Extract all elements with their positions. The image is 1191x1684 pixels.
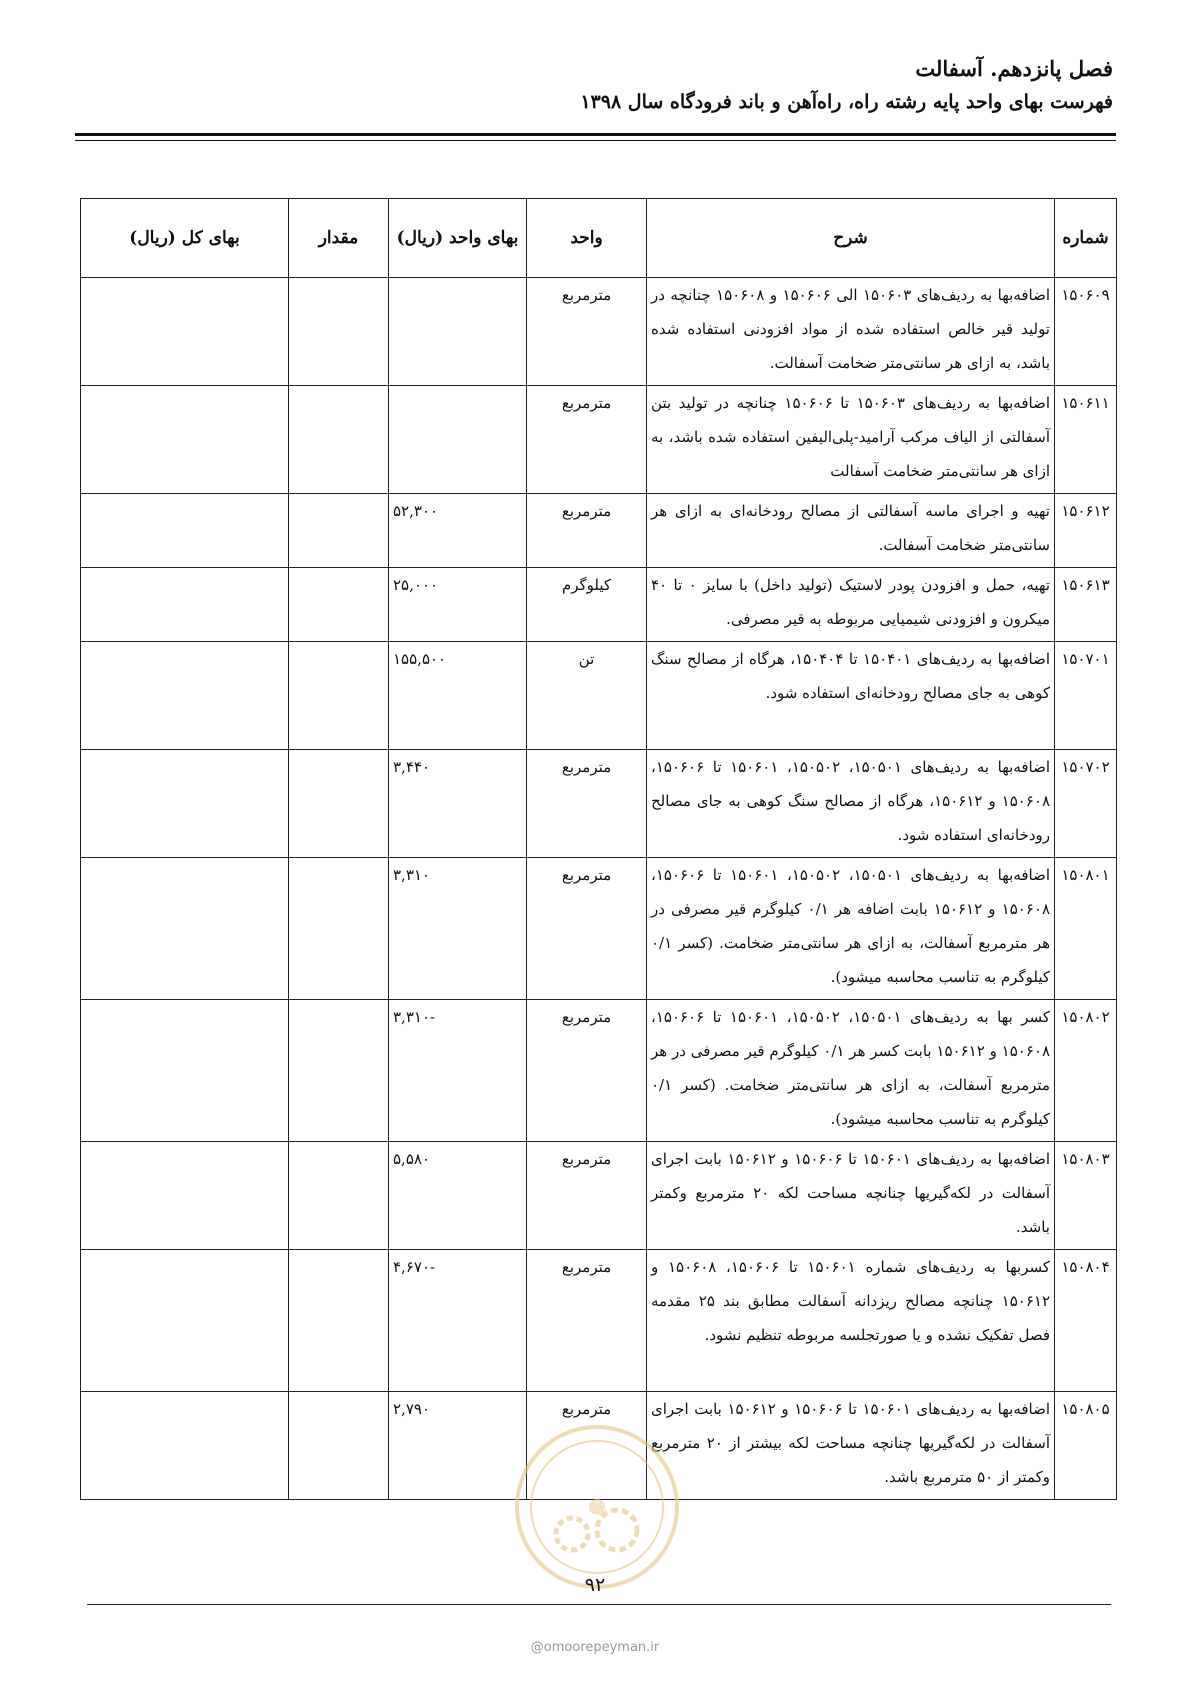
- row-total-price: [81, 858, 289, 1000]
- row-number: ۱۵۰۶۰۹: [1055, 278, 1117, 386]
- row-total-price: [81, 386, 289, 494]
- chapter-title: فصل پانزدهم. آسفالت: [915, 56, 1113, 81]
- row-number: ۱۵۰۸۰۴: [1055, 1250, 1117, 1392]
- row-unit: مترمربع: [527, 386, 647, 494]
- header-number: شماره: [1055, 199, 1117, 278]
- table-row: [81, 750, 1117, 858]
- row-unit: مترمربع: [527, 858, 647, 1000]
- row-number: ۱۵۰۷۰۲: [1055, 750, 1117, 858]
- row-unit-price: ۱۵۵,۵۰۰: [389, 642, 527, 750]
- row-unit-price: ۵۲,۳۰۰: [389, 494, 527, 568]
- row-total-price: [81, 750, 289, 858]
- row-unit-price: ۲,۷۹۰: [389, 1392, 527, 1500]
- row-unit: مترمربع: [527, 1250, 647, 1392]
- row-total-price: [81, 1392, 289, 1500]
- row-quantity: [289, 1142, 389, 1250]
- row-number: ۱۵۰۶۱۳: [1055, 568, 1117, 642]
- row-description: اضافه‌بها به ردیف‌های ۱۵۰۶۰۳ الی ۱۵۰۶۰۶ و ۱۵۰۶۰۸ چنانچه در تولید قیر خالص استفاده شده از مواد افزودنی استفاده شده باشد، به ازای هر سانتی‌متر ضخامت آسفالت.: [647, 278, 1055, 386]
- row-unit-price: ۳,۴۴۰: [389, 750, 527, 858]
- row-quantity: [289, 494, 389, 568]
- row-number: ۱۵۰۶۱۱: [1055, 386, 1117, 494]
- row-description: اضافه‌بها به ردیف‌های ۱۵۰۵۰۱، ۱۵۰۵۰۲، ۱۵۰۶۰۱ تا ۱۵۰۶۰۶، ۱۵۰۶۰۸ و ۱۵۰۶۱۲ بابت اضافه هر ۰/۱ کیلوگرم قیر مصرفی در هر مترمربع آسفالت، به ازای هر سانتی‌متر ضخامت. (کسر ۰/۱ کیلوگرم به تناسب محاسبه میشود).: [647, 858, 1055, 1000]
- row-unit: مترمربع: [527, 278, 647, 386]
- row-total-price: [81, 568, 289, 642]
- header-unit: واحد: [527, 199, 647, 278]
- row-total-price: [81, 1250, 289, 1392]
- row-quantity: [289, 858, 389, 1000]
- row-quantity: [289, 642, 389, 750]
- header-unit-price: بهای واحد (ریال): [389, 199, 527, 278]
- header-quantity: مقدار: [289, 199, 389, 278]
- row-number: ۱۵۰۷۰۱: [1055, 642, 1117, 750]
- row-description: اضافه‌بها به ردیف‌های ۱۵۰۶۰۱ تا ۱۵۰۶۰۶ و ۱۵۰۶۱۲ بابت اجرای آسفالت در لکه‌گیریها چنانچه مساحت لکه ۲۰ مترمربع وکمتر باشد.: [647, 1142, 1055, 1250]
- row-number: ۱۵۰۸۰۳: [1055, 1142, 1117, 1250]
- row-quantity: [289, 1392, 389, 1500]
- row-number: ۱۵۰۸۰۱: [1055, 858, 1117, 1000]
- table-row: [81, 494, 1117, 568]
- table-header-row: [81, 199, 1117, 278]
- row-unit: مترمربع: [527, 1142, 647, 1250]
- row-unit: مترمربع: [527, 494, 647, 568]
- row-unit: مترمربع: [527, 1000, 647, 1142]
- row-quantity: [289, 278, 389, 386]
- row-description: تهیه، حمل و افزودن پودر لاستیک (تولید داخل) با سایز ۰ تا ۴۰ میکرون و افزودنی شیمیایی مربوطه به قیر مصرفی.: [647, 568, 1055, 642]
- header-total-price: بهای کل (ریال): [81, 199, 289, 278]
- table-row: [81, 1000, 1117, 1142]
- table-row: [81, 278, 1117, 386]
- row-unit-price: ۲۵,۰۰۰: [389, 568, 527, 642]
- row-total-price: [81, 278, 289, 386]
- page-number: ۹۲: [584, 1574, 606, 1596]
- row-unit-price: [389, 386, 527, 494]
- footer-rule: [87, 1604, 1111, 1605]
- table-row: [81, 1142, 1117, 1250]
- row-description: کسر بها به ردیف‌های ۱۵۰۵۰۱، ۱۵۰۵۰۲، ۱۵۰۶۰۱ تا ۱۵۰۶۰۶، ۱۵۰۶۰۸ و ۱۵۰۶۱۲ بابت کسر هر ۰/۱ کیلوگرم قیر مصرفی در هر مترمربع آسفالت، به ازای هر سانتی‌متر ضخامت. (کسر ۰/۱ کیلوگرم به تناسب محاسبه میشود).: [647, 1000, 1055, 1142]
- header-description: شرح: [647, 199, 1055, 278]
- table-row: [81, 642, 1117, 750]
- row-description: اضافه‌بها به ردیف‌های ۱۵۰۵۰۱، ۱۵۰۵۰۲، ۱۵۰۶۰۱ تا ۱۵۰۶۰۶، ۱۵۰۶۰۸ و ۱۵۰۶۱۲، هرگاه از مصالح سنگ کوهی به جای مصالح رودخانه‌ای استفاده شود.: [647, 750, 1055, 858]
- row-unit-price: [389, 278, 527, 386]
- row-description: تهیه و اجرای ماسه آسفالتی از مصالح رودخانه‌ای به ازای هر سانتی‌متر ضخامت آسفالت.: [647, 494, 1055, 568]
- table-row: [81, 858, 1117, 1000]
- document-subtitle: فهرست بهای واحد پایه رشته راه، راه‌آهن و باند فرودگاه سال ۱۳۹۸: [580, 91, 1113, 113]
- header-rule-thick: [75, 133, 1116, 136]
- row-unit: مترمربع: [527, 750, 647, 858]
- row-description: اضافه‌بها به ردیف‌های ۱۵۰۶۰۱ تا ۱۵۰۶۰۶ و ۱۵۰۶۱۲ بابت اجرای آسفالت در لکه‌گیریها چنانچه مساحت لکه بیشتر از ۲۰ مترمربع وکمتر از ۵۰ مترمربع باشد.: [647, 1392, 1055, 1500]
- row-unit: کیلوگرم: [527, 568, 647, 642]
- row-number: ۱۵۰۸۰۲: [1055, 1000, 1117, 1142]
- row-total-price: [81, 1000, 289, 1142]
- row-number: ۱۵۰۸۰۵: [1055, 1392, 1117, 1500]
- website-watermark: @omoorepeyman.ir: [530, 1640, 660, 1655]
- row-quantity: [289, 568, 389, 642]
- publisher-seal-watermark: [512, 1422, 682, 1592]
- row-description: اضافه‌بها به ردیف‌های ۱۵۰۶۰۳ تا ۱۵۰۶۰۶ چنانچه در تولید بتن آسفالتی از الیاف مرکب آرامید-پلی‌الیفین استفاده شده باشد، به ازای هر سانتی‌متر ضخامت آسفالت: [647, 386, 1055, 494]
- row-unit: تن: [527, 642, 647, 750]
- table-row: [81, 1250, 1117, 1392]
- row-total-price: [81, 642, 289, 750]
- table-row: [81, 386, 1117, 494]
- price-list-table: [80, 198, 1117, 1500]
- row-description: کسربها به ردیف‌های شماره ۱۵۰۶۰۱ تا ۱۵۰۶۰۶، ۱۵۰۶۰۸ و ۱۵۰۶۱۲ چنانچه مصالح ریزدانه آسفالت مطابق بند ۲۵ مقدمه فصل تفکیک نشده و یا صورتجلسه مربوطه تنظیم نشود.: [647, 1250, 1055, 1392]
- row-total-price: [81, 494, 289, 568]
- row-quantity: [289, 386, 389, 494]
- row-number: ۱۵۰۶۱۲: [1055, 494, 1117, 568]
- row-quantity: [289, 750, 389, 858]
- row-unit-price: -۴,۶۷۰: [389, 1250, 527, 1392]
- row-unit: مترمربع: [527, 1392, 647, 1500]
- row-unit-price: ۵,۵۸۰: [389, 1142, 527, 1250]
- header-rule-thin: [75, 140, 1116, 141]
- row-unit-price: ۳,۳۱۰: [389, 858, 527, 1000]
- table-row: [81, 568, 1117, 642]
- row-unit-price: -۳,۳۱۰: [389, 1000, 527, 1142]
- row-total-price: [81, 1142, 289, 1250]
- row-quantity: [289, 1250, 389, 1392]
- page-header: [78, 52, 1113, 118]
- row-description: اضافه‌بها به ردیف‌های ۱۵۰۴۰۱ تا ۱۵۰۴۰۴، هرگاه از مصالح سنگ کوهی به جای مصالح رودخانه‌ای استفاده شود.: [647, 642, 1055, 750]
- row-quantity: [289, 1000, 389, 1142]
